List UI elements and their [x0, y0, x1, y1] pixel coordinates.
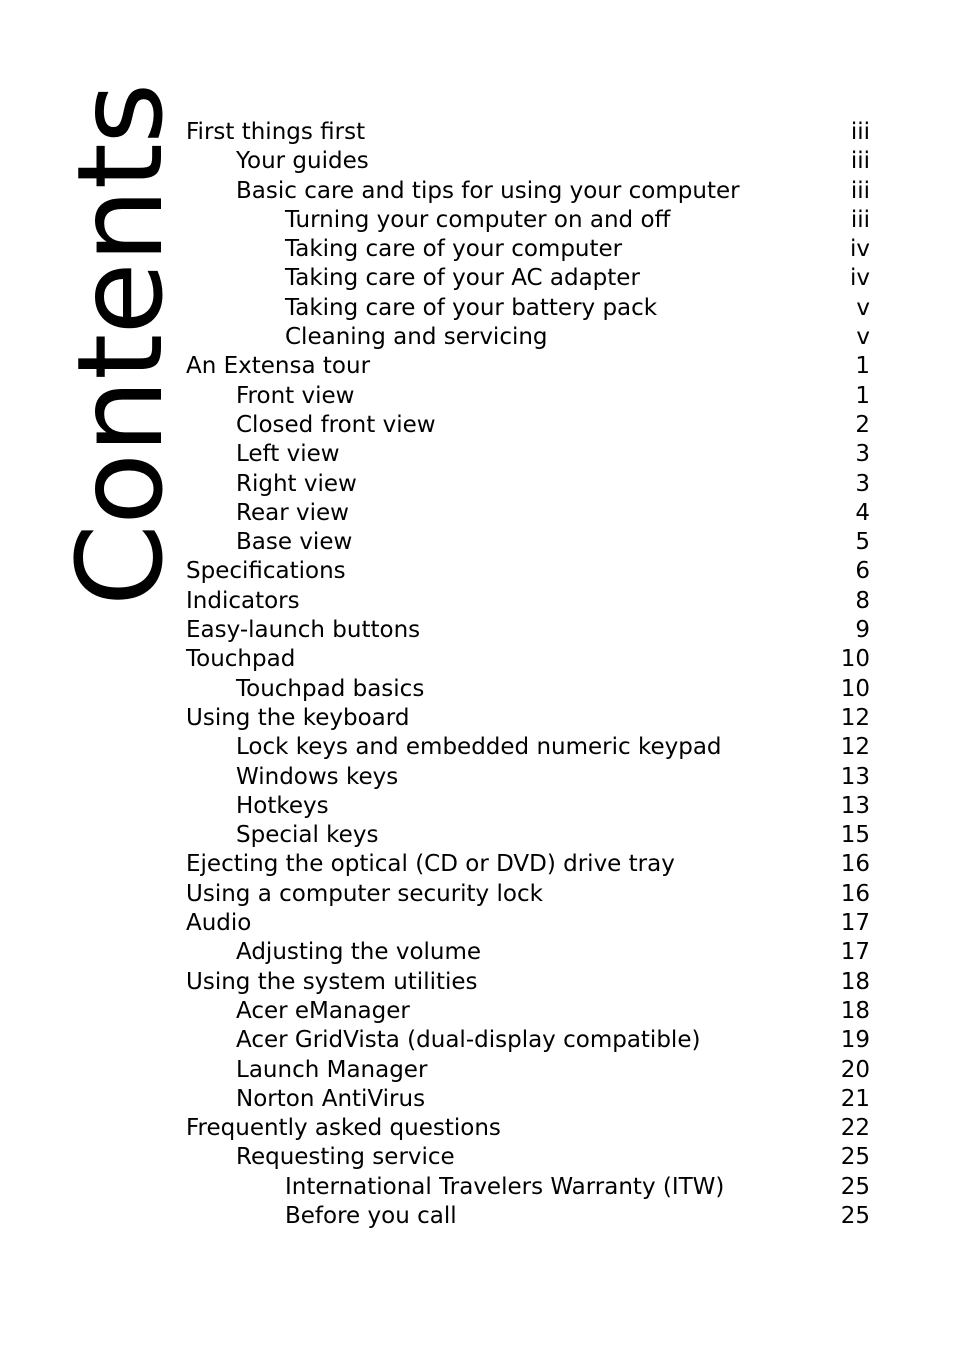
- toc-entry[interactable]: [186, 235, 870, 264]
- toc-entry-page-number: 3: [855, 441, 870, 468]
- toc-entry-title[interactable]: Before you call: [285, 1202, 457, 1229]
- toc-entry-title[interactable]: Rear view: [236, 499, 349, 526]
- toc-entry-title[interactable]: Special keys: [236, 822, 379, 849]
- toc-entry[interactable]: [186, 1085, 870, 1114]
- toc-entry[interactable]: [186, 323, 870, 352]
- toc-entry-page-number: iii: [850, 177, 870, 204]
- toc-entry-title[interactable]: Cleaning and servicing: [285, 324, 548, 351]
- toc-entry-title[interactable]: Audio: [186, 910, 252, 937]
- page-title: Contents: [51, 83, 189, 607]
- toc-entry-title[interactable]: Using the system utilities: [186, 968, 478, 995]
- toc-entry-page-number: 8: [855, 587, 870, 614]
- toc-entry-title[interactable]: Easy-launch buttons: [186, 617, 421, 644]
- toc-entry[interactable]: [186, 968, 870, 997]
- toc-entry-page-number: 19: [840, 1027, 870, 1054]
- toc-entry-page-number: 12: [840, 704, 870, 731]
- toc-entry-page-number: 25: [840, 1144, 870, 1171]
- toc-entry-page-number: iii: [850, 206, 870, 233]
- toc-entry[interactable]: [186, 1114, 870, 1143]
- toc-entry[interactable]: [186, 880, 870, 909]
- toc-entry[interactable]: [186, 411, 870, 440]
- toc-entry-page-number: iv: [849, 236, 870, 263]
- table-of-contents: [186, 118, 870, 1231]
- toc-entry[interactable]: [186, 1173, 870, 1202]
- toc-entry-title[interactable]: Turning your computer on and off: [285, 206, 671, 233]
- toc-entry-title[interactable]: Acer eManager: [236, 997, 410, 1024]
- toc-entry-page-number: 21: [840, 1085, 870, 1112]
- toc-entry-title[interactable]: Launch Manager: [236, 1056, 428, 1083]
- side-title-container: [51, 83, 189, 607]
- toc-entry[interactable]: [186, 147, 870, 176]
- toc-entry-page-number: 16: [840, 851, 870, 878]
- toc-entry[interactable]: [186, 645, 870, 674]
- toc-entry-page-number: 17: [840, 939, 870, 966]
- toc-entry-title[interactable]: Right view: [236, 470, 357, 497]
- toc-entry-page-number: 5: [855, 529, 870, 556]
- toc-entry-page-number: 13: [840, 763, 870, 790]
- toc-entry-title[interactable]: Acer GridVista (dual-display compatible): [236, 1027, 701, 1054]
- toc-entry-title[interactable]: Closed front view: [236, 411, 436, 438]
- toc-entry-title[interactable]: Front view: [236, 382, 355, 409]
- toc-entry-title[interactable]: Basic care and tips for using your computer: [236, 177, 740, 204]
- toc-entry-title[interactable]: First things first: [186, 119, 366, 145]
- toc-entry[interactable]: [186, 821, 870, 850]
- toc-entry-title[interactable]: Indicators: [186, 587, 300, 614]
- toc-entry-page-number: 18: [840, 968, 870, 995]
- toc-entry-title[interactable]: Taking care of your computer: [285, 236, 623, 263]
- toc-entry-page-number: 3: [855, 470, 870, 497]
- toc-entry-title[interactable]: Taking care of your AC adapter: [285, 265, 640, 292]
- toc-entry[interactable]: [186, 557, 870, 586]
- toc-entry-title[interactable]: International Travelers Warranty (ITW): [285, 1173, 725, 1200]
- toc-entry[interactable]: [186, 382, 870, 411]
- toc-entry-title[interactable]: Ejecting the optical (CD or DVD) drive tray: [186, 851, 675, 878]
- toc-entry[interactable]: [186, 850, 870, 879]
- toc-entry[interactable]: [186, 264, 870, 293]
- toc-entry-page-number: 6: [855, 558, 870, 585]
- toc-entry[interactable]: [186, 440, 870, 469]
- toc-entry-page-number: 1: [855, 353, 870, 380]
- toc-entry-title[interactable]: Your guides: [236, 148, 369, 175]
- toc-entry-page-number: 10: [840, 675, 870, 702]
- toc-entry[interactable]: [186, 470, 870, 499]
- toc-entry-page-number: v: [856, 294, 870, 321]
- toc-entry[interactable]: [186, 206, 870, 235]
- toc-entry[interactable]: [186, 528, 870, 557]
- toc-entry-title[interactable]: Windows keys: [236, 763, 399, 790]
- toc-entry-page-number: 20: [840, 1056, 870, 1083]
- toc-entry[interactable]: [186, 616, 870, 645]
- toc-entry[interactable]: [186, 909, 870, 938]
- toc-entry-page-number: 13: [840, 792, 870, 819]
- toc-entry[interactable]: [186, 352, 870, 381]
- toc-entry[interactable]: [186, 675, 870, 704]
- toc-entry[interactable]: [186, 118, 870, 147]
- toc-entry[interactable]: [186, 499, 870, 528]
- toc-entry-page-number: 1: [855, 382, 870, 409]
- toc-entry-page-number: 18: [840, 997, 870, 1024]
- toc-entry[interactable]: [186, 1202, 870, 1231]
- toc-entry-page-number: 2: [855, 411, 870, 438]
- toc-entry[interactable]: [186, 704, 870, 733]
- toc-entry-page-number: 10: [840, 646, 870, 673]
- toc-entry-title[interactable]: Norton AntiVirus: [236, 1085, 426, 1112]
- toc-entry-title[interactable]: Base view: [236, 529, 353, 556]
- toc-entry-title[interactable]: Specifications: [186, 558, 346, 585]
- toc-entry-title[interactable]: Requesting service: [236, 1144, 455, 1171]
- toc-entry-title[interactable]: Left view: [236, 441, 340, 468]
- toc-entry-title[interactable]: Touchpad basics: [236, 675, 425, 702]
- toc-entry[interactable]: [186, 792, 870, 821]
- toc-entry-title[interactable]: Frequently asked questions: [186, 1115, 501, 1142]
- toc-entry[interactable]: [186, 1026, 870, 1055]
- toc-entry-page-number: 15: [840, 822, 870, 849]
- toc-entry[interactable]: [186, 763, 870, 792]
- toc-entry-page-number: 25: [840, 1173, 870, 1200]
- toc-entry[interactable]: [186, 938, 870, 967]
- toc-entry[interactable]: [186, 177, 870, 206]
- toc-entry[interactable]: [186, 733, 870, 762]
- toc-entry-page-number: 9: [855, 617, 870, 644]
- toc-entry-page-number: iii: [850, 148, 870, 175]
- toc-entry-title[interactable]: Using the keyboard: [186, 704, 410, 731]
- toc-entry-page-number: 4: [855, 499, 870, 526]
- toc-entry-title[interactable]: Taking care of your battery pack: [285, 294, 658, 321]
- toc-entry-title[interactable]: Using a computer security lock: [186, 880, 543, 907]
- toc-entry[interactable]: [186, 1143, 870, 1172]
- toc-entry[interactable]: [186, 294, 870, 323]
- toc-entry-page-number: 12: [840, 734, 870, 761]
- toc-entry-page-number: v: [856, 324, 870, 351]
- toc-entry[interactable]: [186, 1056, 870, 1085]
- toc-entry[interactable]: [186, 587, 870, 616]
- toc-entry-page-number: iv: [849, 265, 870, 292]
- toc-entry-title[interactable]: Lock keys and embedded numeric keypad: [236, 734, 722, 761]
- toc-entry-page-number: 25: [840, 1202, 870, 1229]
- toc-entry-title[interactable]: Hotkeys: [236, 792, 329, 819]
- toc-entry-title[interactable]: Adjusting the volume: [236, 939, 482, 966]
- toc-entry-title[interactable]: An Extensa tour: [186, 353, 371, 380]
- toc-entry-page-number: 16: [840, 880, 870, 907]
- toc-entry[interactable]: [186, 997, 870, 1026]
- toc-entry-page-number: iii: [850, 119, 870, 145]
- toc-entry-page-number: 22: [840, 1115, 870, 1142]
- toc-entry-title[interactable]: Touchpad: [186, 646, 296, 673]
- toc-entry-page-number: 17: [840, 910, 870, 937]
